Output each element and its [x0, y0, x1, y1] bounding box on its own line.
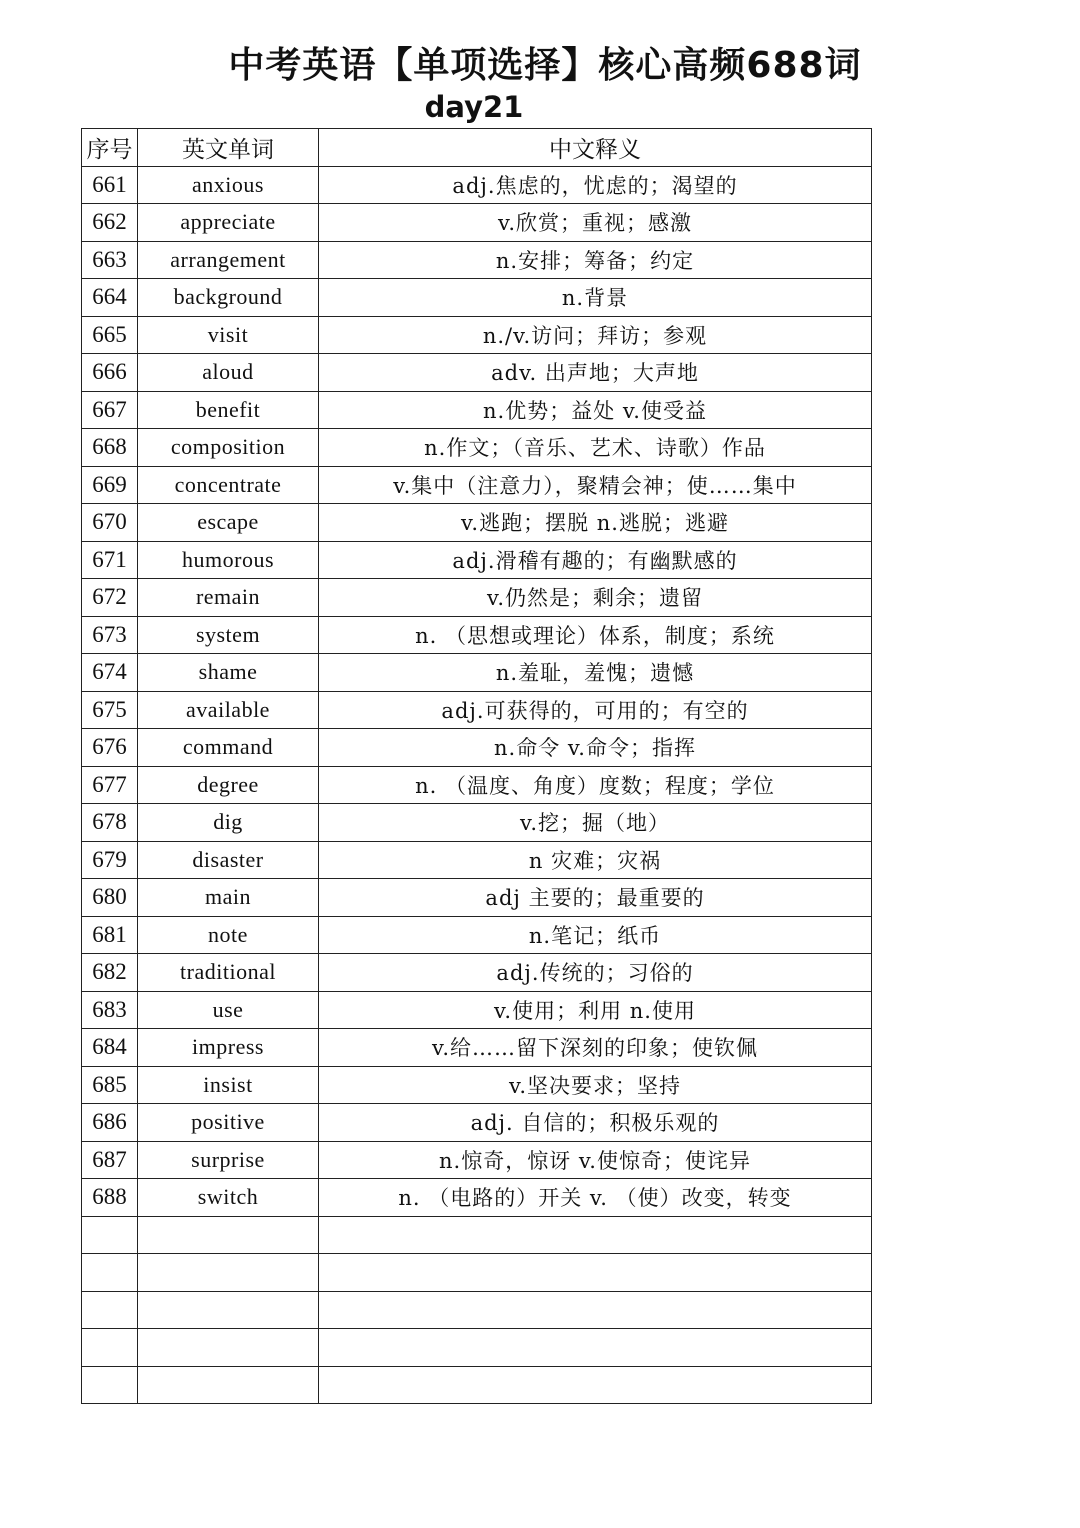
empty-table-row [82, 1291, 872, 1329]
row-number: 675 [82, 691, 138, 729]
row-chinese-meaning: v.挖；掘（地） [319, 804, 872, 842]
row-number: 666 [82, 354, 138, 392]
row-chinese-meaning: n.安排；筹备；约定 [319, 241, 872, 279]
row-number: 670 [82, 504, 138, 542]
table-row [82, 654, 872, 692]
table-row [82, 204, 872, 242]
empty-cell [82, 1329, 138, 1367]
table-row [82, 691, 872, 729]
row-english-word: command [138, 729, 319, 767]
row-english-word: dig [138, 804, 319, 842]
row-english-word: humorous [138, 541, 319, 579]
row-chinese-meaning: adj.焦虑的，忧虑的；渴望的 [319, 166, 872, 204]
row-chinese-meaning: adj.可获得的，可用的；有空的 [319, 691, 872, 729]
empty-cell [319, 1366, 872, 1404]
row-english-word: surprise [138, 1141, 319, 1179]
row-number: 663 [82, 241, 138, 279]
document-subtitle: day21 [424, 90, 524, 124]
row-chinese-meaning: n.优势；益处 v.使受益 [319, 391, 872, 429]
row-number: 688 [82, 1179, 138, 1217]
table-row [82, 316, 872, 354]
empty-table-row [82, 1254, 872, 1292]
header-number: 序号 [82, 129, 138, 167]
row-english-word: disaster [138, 841, 319, 879]
empty-table-row [82, 1329, 872, 1367]
document-title: 中考英语【单项选择】核心高频688词 [228, 45, 862, 86]
row-english-word: available [138, 691, 319, 729]
row-english-word: impress [138, 1029, 319, 1067]
row-number: 661 [82, 166, 138, 204]
row-chinese-meaning: v.给……留下深刻的印象；使钦佩 [319, 1029, 872, 1067]
table-row [82, 766, 872, 804]
empty-cell [319, 1216, 872, 1254]
row-english-word: shame [138, 654, 319, 692]
empty-cell [82, 1366, 138, 1404]
row-number: 672 [82, 579, 138, 617]
table-row [82, 1179, 872, 1217]
row-english-word: remain [138, 579, 319, 617]
row-number: 681 [82, 916, 138, 954]
row-chinese-meaning: adj. 自信的；积极乐观的 [319, 1104, 872, 1142]
table-row [82, 166, 872, 204]
table-row [82, 579, 872, 617]
row-english-word: system [138, 616, 319, 654]
row-chinese-meaning: v.欣赏；重视；感激 [319, 204, 872, 242]
row-number: 685 [82, 1066, 138, 1104]
row-english-word: appreciate [138, 204, 319, 242]
table-row [82, 616, 872, 654]
row-chinese-meaning: n 灾难；灾祸 [319, 841, 872, 879]
row-number: 676 [82, 729, 138, 767]
row-english-word: composition [138, 429, 319, 467]
row-english-word: main [138, 879, 319, 917]
row-number: 683 [82, 991, 138, 1029]
header-english-word: 英文单词 [138, 129, 319, 167]
row-chinese-meaning: adj.滑稽有趣的；有幽默感的 [319, 541, 872, 579]
row-chinese-meaning: n.命令 v.命令；指挥 [319, 729, 872, 767]
table-row [82, 1029, 872, 1067]
empty-cell [138, 1366, 319, 1404]
empty-cell [138, 1216, 319, 1254]
table-row [82, 466, 872, 504]
table-header-row [82, 129, 872, 167]
row-number: 687 [82, 1141, 138, 1179]
row-number: 673 [82, 616, 138, 654]
empty-table-row [82, 1366, 872, 1404]
row-english-word: escape [138, 504, 319, 542]
table-row [82, 391, 872, 429]
row-english-word: use [138, 991, 319, 1029]
empty-cell [138, 1329, 319, 1367]
table-row [82, 991, 872, 1029]
row-number: 667 [82, 391, 138, 429]
row-number: 662 [82, 204, 138, 242]
row-number: 668 [82, 429, 138, 467]
row-chinese-meaning: v.坚决要求；坚持 [319, 1066, 872, 1104]
row-number: 671 [82, 541, 138, 579]
row-chinese-meaning: n. （电路的）开关 v. （使）改变，转变 [319, 1179, 872, 1217]
row-number: 682 [82, 954, 138, 992]
header-chinese-meaning: 中文释义 [319, 129, 872, 167]
row-english-word: switch [138, 1179, 319, 1217]
row-english-word: aloud [138, 354, 319, 392]
empty-cell [319, 1291, 872, 1329]
row-english-word: arrangement [138, 241, 319, 279]
row-chinese-meaning: n.作文；（音乐、艺术、诗歌）作品 [319, 429, 872, 467]
row-number: 680 [82, 879, 138, 917]
table-row [82, 504, 872, 542]
table-row [82, 954, 872, 992]
table-row [82, 541, 872, 579]
row-number: 678 [82, 804, 138, 842]
vocabulary-table [81, 128, 872, 1404]
row-english-word: background [138, 279, 319, 317]
table-row [82, 241, 872, 279]
empty-cell [82, 1291, 138, 1329]
row-english-word: visit [138, 316, 319, 354]
row-chinese-meaning: v.集中（注意力），聚精会神；使……集中 [319, 466, 872, 504]
row-chinese-meaning: n. （思想或理论）体系，制度；系统 [319, 616, 872, 654]
row-english-word: insist [138, 1066, 319, 1104]
row-number: 679 [82, 841, 138, 879]
table-row [82, 279, 872, 317]
table-row [82, 354, 872, 392]
row-english-word: concentrate [138, 466, 319, 504]
row-number: 674 [82, 654, 138, 692]
row-chinese-meaning: adj.传统的；习俗的 [319, 954, 872, 992]
empty-cell [319, 1254, 872, 1292]
row-chinese-meaning: adv. 出声地；大声地 [319, 354, 872, 392]
row-chinese-meaning: n.笔记；纸币 [319, 916, 872, 954]
empty-cell [138, 1254, 319, 1292]
row-chinese-meaning: n. （温度、角度）度数；程度；学位 [319, 766, 872, 804]
table-row [82, 1066, 872, 1104]
empty-cell [319, 1329, 872, 1367]
row-number: 686 [82, 1104, 138, 1142]
row-chinese-meaning: n.背景 [319, 279, 872, 317]
empty-cell [82, 1216, 138, 1254]
table-body [82, 166, 872, 1404]
row-chinese-meaning: n.惊奇，惊讶 v.使惊奇；使诧异 [319, 1141, 872, 1179]
empty-cell [138, 1291, 319, 1329]
row-chinese-meaning: v.逃跑；摆脱 n.逃脱；逃避 [319, 504, 872, 542]
row-english-word: degree [138, 766, 319, 804]
empty-table-row [82, 1216, 872, 1254]
empty-cell [82, 1254, 138, 1292]
table-row [82, 1141, 872, 1179]
row-english-word: positive [138, 1104, 319, 1142]
row-english-word: benefit [138, 391, 319, 429]
row-number: 677 [82, 766, 138, 804]
row-english-word: anxious [138, 166, 319, 204]
table-row [82, 841, 872, 879]
row-number: 684 [82, 1029, 138, 1067]
table-row [82, 729, 872, 767]
row-chinese-meaning: v.仍然是；剩余；遗留 [319, 579, 872, 617]
row-number: 664 [82, 279, 138, 317]
row-number: 665 [82, 316, 138, 354]
row-english-word: traditional [138, 954, 319, 992]
table-row [82, 879, 872, 917]
row-number: 669 [82, 466, 138, 504]
row-chinese-meaning: n./v.访问；拜访；参观 [319, 316, 872, 354]
table-row [82, 916, 872, 954]
row-chinese-meaning: v.使用；利用 n.使用 [319, 991, 872, 1029]
row-chinese-meaning: adj 主要的；最重要的 [319, 879, 872, 917]
row-english-word: note [138, 916, 319, 954]
row-chinese-meaning: n.羞耻，羞愧；遗憾 [319, 654, 872, 692]
table-row [82, 429, 872, 467]
table-row [82, 804, 872, 842]
table-row [82, 1104, 872, 1142]
